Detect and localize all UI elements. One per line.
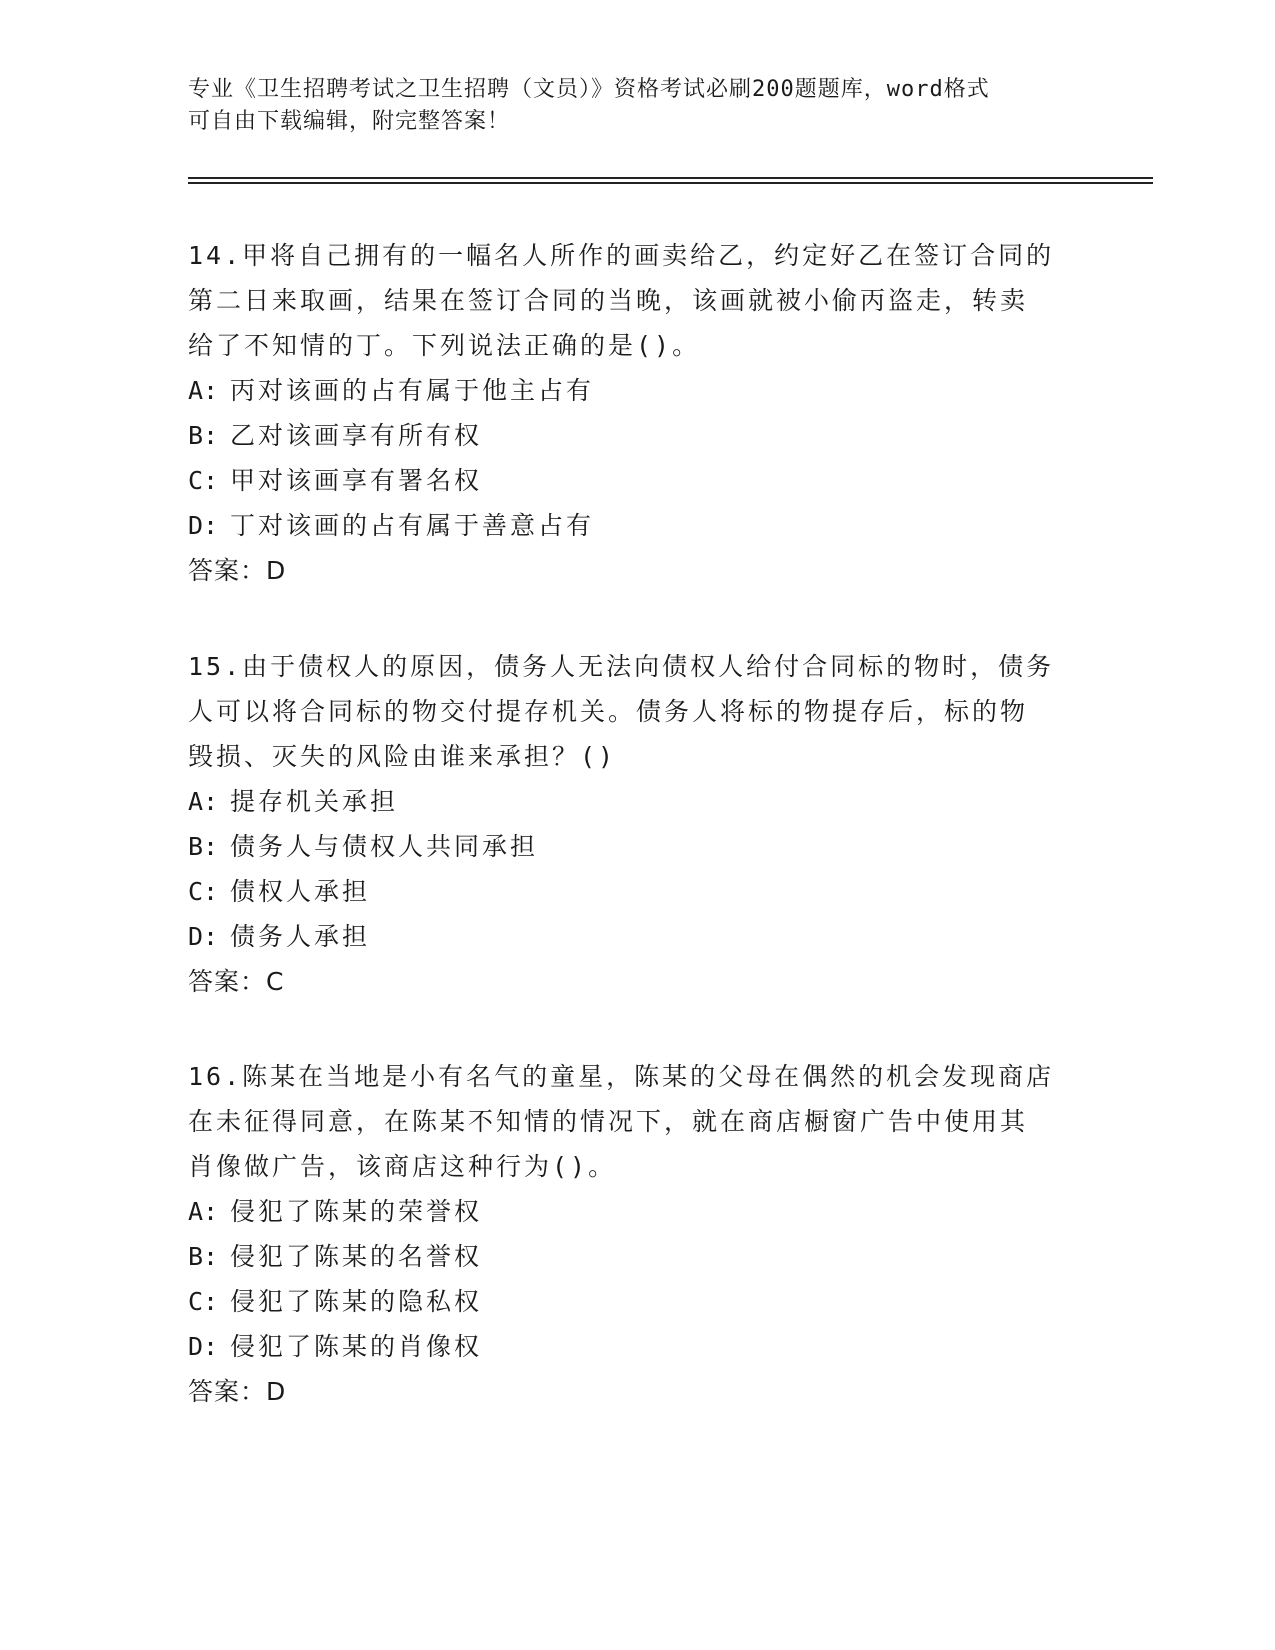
question-15	[188, 644, 1088, 1004]
option-text: 乙对该画享有所有权	[230, 421, 483, 450]
option-key: B:	[188, 832, 219, 861]
option-key: C:	[188, 877, 219, 906]
question-stem-line: 给了不知情的丁。下列说法正确的是()。	[188, 331, 701, 360]
option-b	[188, 413, 1088, 458]
option-key: A:	[188, 376, 219, 405]
option-key: D:	[188, 511, 219, 540]
question-14	[188, 233, 1088, 593]
answer: 答案：D	[188, 556, 287, 585]
option-c	[188, 869, 1088, 914]
option-b	[188, 1234, 1088, 1279]
option-key: D:	[188, 922, 219, 951]
question-stem-line: 14.甲将自己拥有的一幅名人所作的画卖给乙，约定好乙在签订合同的	[188, 241, 1055, 270]
header-line-1: 专业《卫生招聘考试之卫生招聘（文员）》资格考试必刷200题题库，word格式	[188, 77, 990, 102]
question-stem-line: 第二日来取画，结果在签订合同的当晚，该画就被小偷丙盗走，转卖	[188, 286, 1029, 315]
option-key: D:	[188, 1332, 219, 1361]
option-b	[188, 824, 1088, 869]
document-header	[188, 74, 1088, 138]
option-d	[188, 503, 1088, 548]
option-a	[188, 1189, 1088, 1234]
option-text: 债务人与债权人共同承担	[230, 832, 539, 861]
question-stem-line: 16.陈某在当地是小有名气的童星，陈某的父母在偶然的机会发现商店	[188, 1062, 1055, 1091]
option-text: 债权人承担	[230, 877, 371, 906]
option-text: 债务人承担	[230, 922, 371, 951]
option-text: 侵犯了陈某的隐私权	[230, 1287, 483, 1316]
option-text: 丁对该画的占有属于善意占有	[230, 511, 595, 540]
option-c	[188, 458, 1088, 503]
answer: 答案：C	[188, 967, 285, 996]
header-divider-bottom	[188, 182, 1153, 184]
option-key: B:	[188, 421, 219, 450]
option-text: 提存机关承担	[230, 787, 399, 816]
option-a	[188, 368, 1088, 413]
question-stem-line: 在未征得同意，在陈某不知情的情况下，就在商店橱窗广告中使用其	[188, 1107, 1029, 1136]
option-key: B:	[188, 1242, 219, 1271]
option-text: 侵犯了陈某的荣誉权	[230, 1197, 483, 1226]
question-stem-line: 毁损、灭失的风险由谁来承担？()	[188, 742, 617, 771]
option-text: 侵犯了陈某的名誉权	[230, 1242, 483, 1271]
question-stem-line: 人可以将合同标的物交付提存机关。债务人将标的物提存后，标的物	[188, 697, 1029, 726]
question-stem-line: 肖像做广告，该商店这种行为()。	[188, 1152, 617, 1181]
option-key: A:	[188, 1197, 219, 1226]
header-line-2: 可自由下载编辑，附完整答案！	[188, 109, 511, 134]
option-key: C:	[188, 466, 219, 495]
option-d	[188, 914, 1088, 959]
answer: 答案：D	[188, 1377, 287, 1406]
option-key: C:	[188, 1287, 219, 1316]
option-text: 丙对该画的占有属于他主占有	[230, 376, 595, 405]
option-d	[188, 1324, 1088, 1369]
option-key: A:	[188, 787, 219, 816]
option-c	[188, 1279, 1088, 1324]
option-text: 甲对该画享有署名权	[230, 466, 483, 495]
option-text: 侵犯了陈某的肖像权	[230, 1332, 483, 1361]
question-16	[188, 1054, 1088, 1414]
question-stem-line: 15.由于债权人的原因，债务人无法向债权人给付合同标的物时，债务	[188, 652, 1055, 681]
option-a	[188, 779, 1088, 824]
header-divider-top	[188, 177, 1153, 179]
